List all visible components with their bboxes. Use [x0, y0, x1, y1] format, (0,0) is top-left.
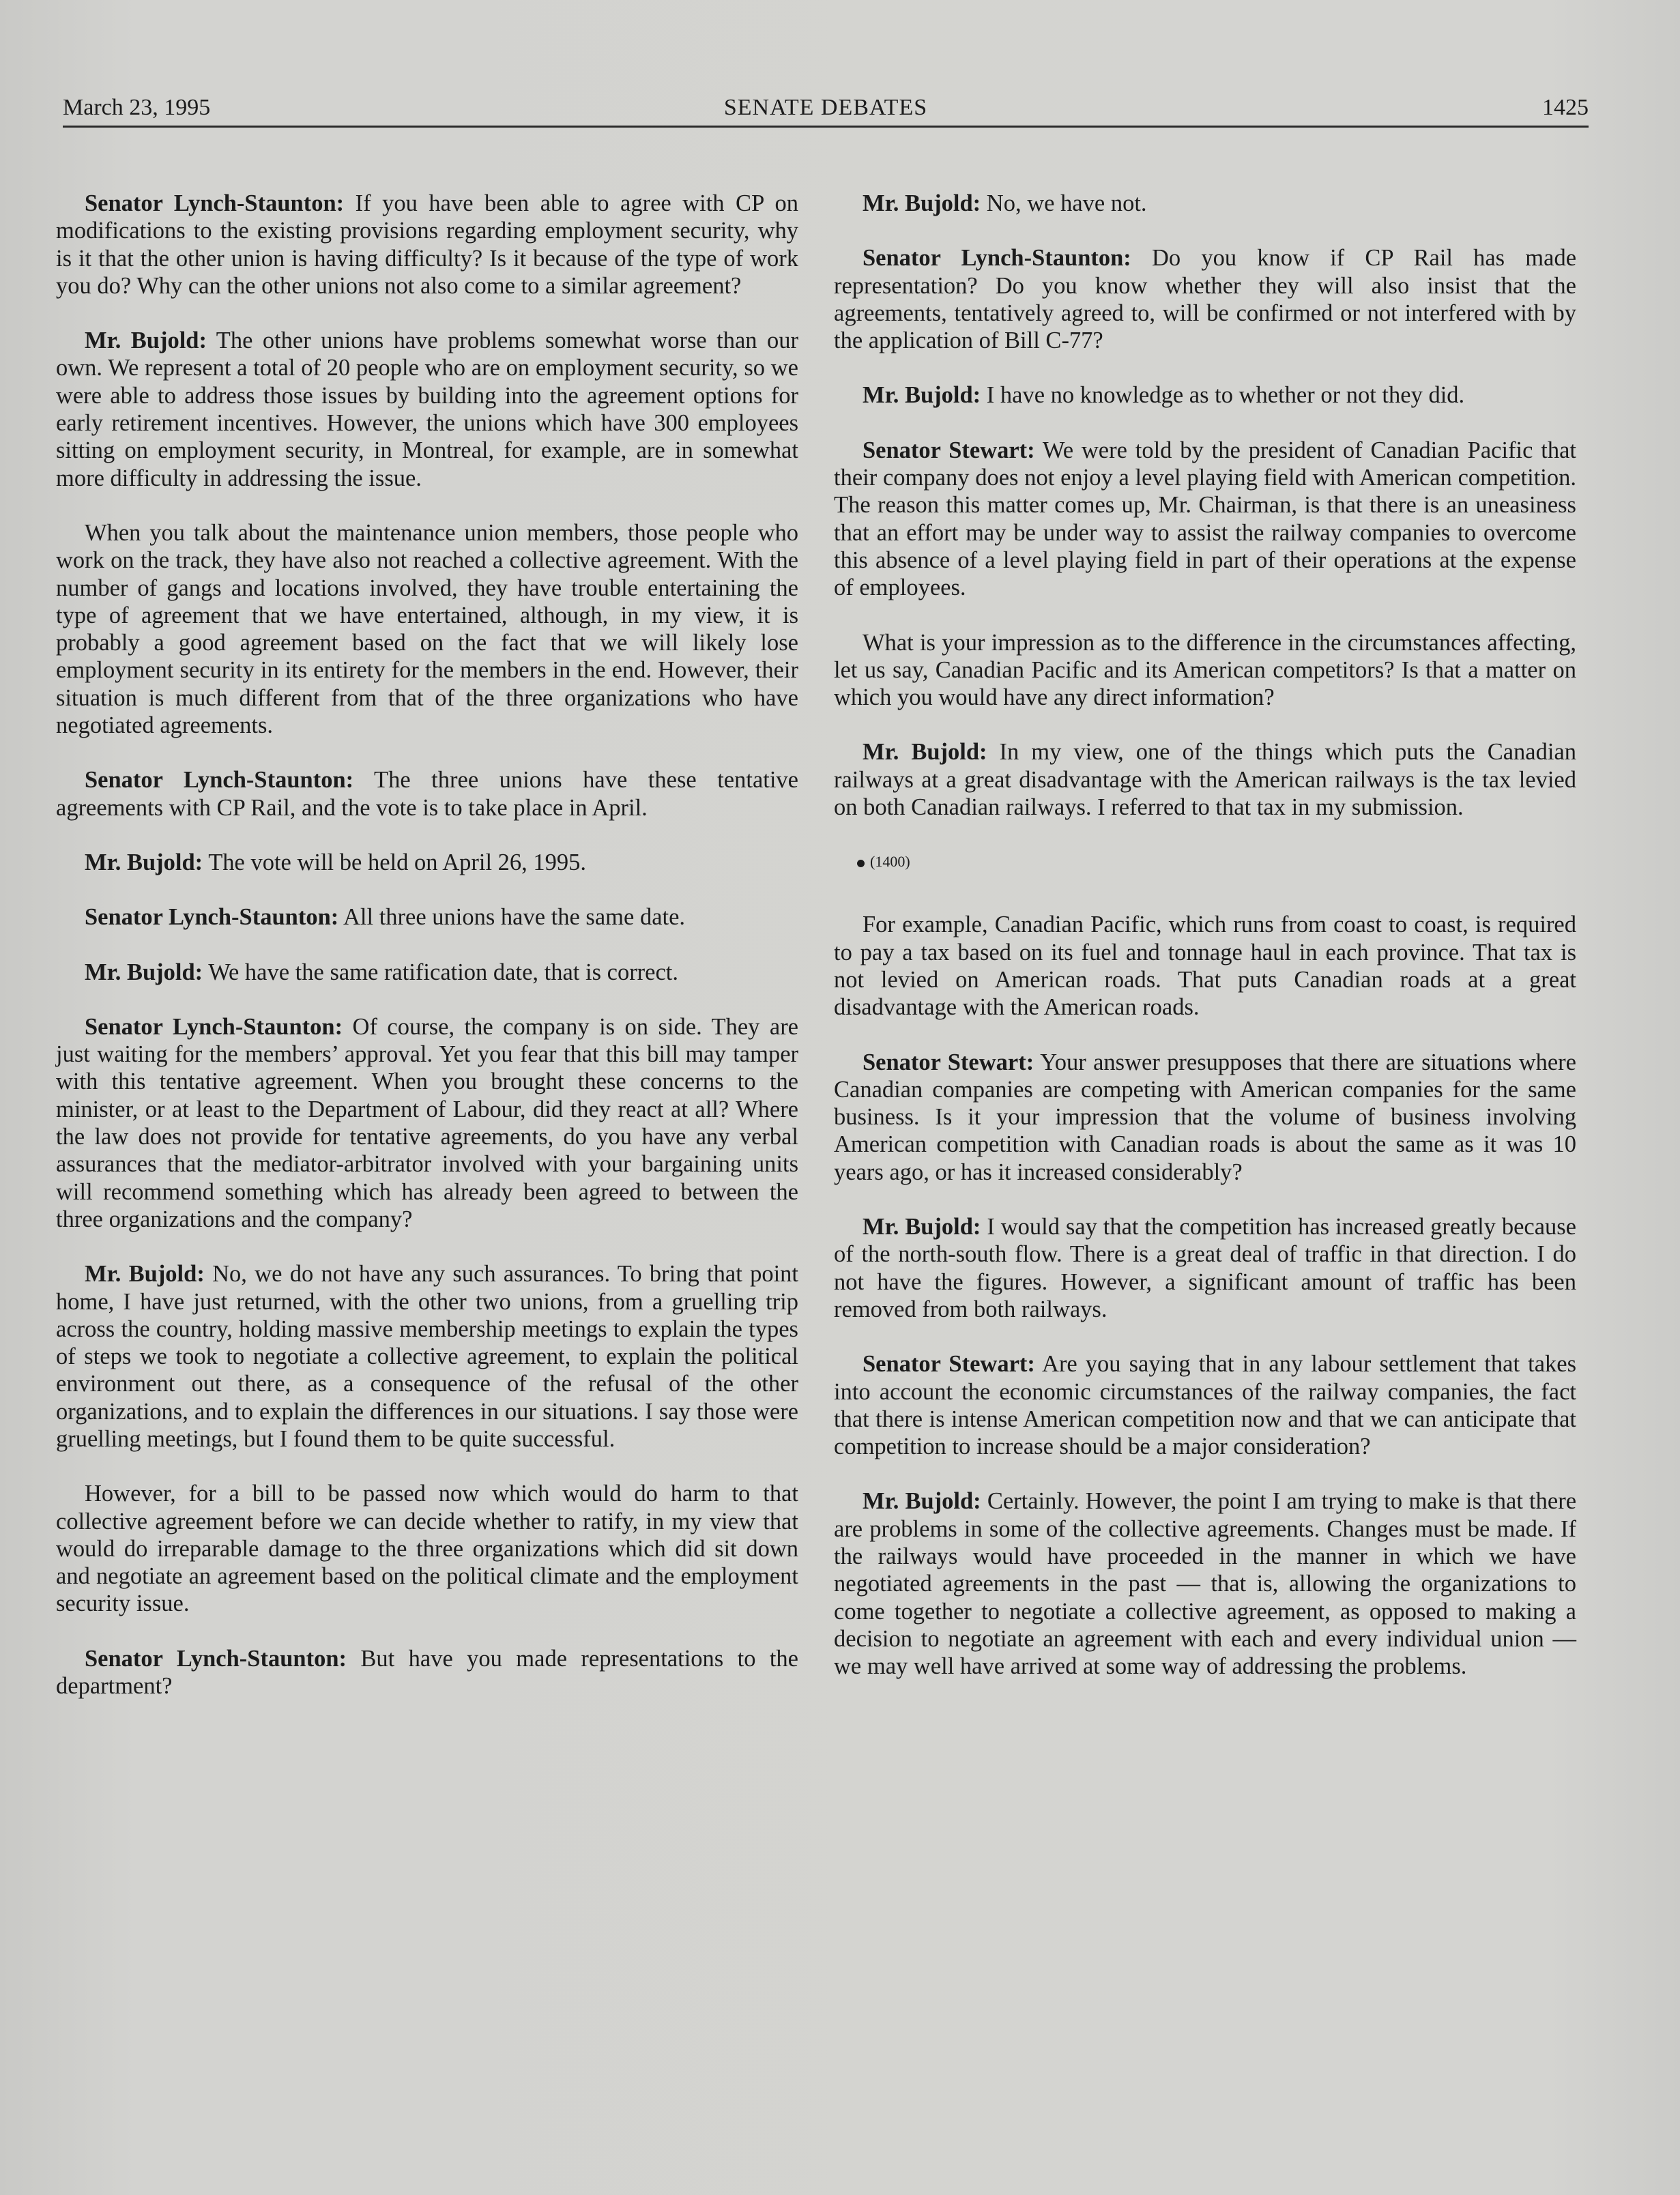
- speaker-name: Senator Stewart:: [863, 1049, 1034, 1075]
- paragraph-text: In my view, one of the things which puts the Canadian railways at a great disadvantage with the American railways is the tax levied on both Canadian railways. I referred to that tax in my submission.: [834, 739, 1577, 821]
- speaker-name: Mr. Bujold:: [863, 1488, 981, 1515]
- header-page-number: 1425: [1542, 95, 1589, 120]
- paragraph: [834, 190, 1576, 217]
- paragraph: [56, 1260, 798, 1453]
- paragraph: [56, 766, 798, 822]
- speaker-name: Mr. Bujold:: [863, 382, 981, 409]
- paragraph-text: Certainly. However, the point I am trying to make is that there are problems in some of the collective agreements. Changes must be made. If the railways would have proceeded in the manner in which we have negotiated agreements in the past — that is, allowing the organizations to come together to negotiate a collective agreement, as opposed to making a decision to negotiate an agreement with each and every individual union — we may well have arrived at some way of addressing the problems.: [834, 1488, 1577, 1680]
- paragraph-text: Of course, the company is on side. They are just waiting for the members’ approval. Yet you fear that this bill may tamper with this tentative agreement. When you brought these concerns to the minister, or at least to the Department of Labour, did they react at all? Where the law does not provide for tentative agreements, do you have any verbal assurances that the mediator-arbitrator involved with your bargaining units will recommend something which has already been agreed to between the three organizations and the company?: [56, 1013, 798, 1232]
- paragraph-text: No, we have not.: [986, 190, 1147, 216]
- paragraph: [56, 190, 798, 300]
- paragraph: [834, 629, 1576, 712]
- paragraph-text: When you talk about the maintenance union members, those people who work on the track, they have also not reached a collective agreement. With the number of gangs and locations involved, they have trouble entertaining the type of agreement that we have entertained, although, in my view, it is probably a good agreement based on the fact that we will likely lose employment security in its entirety for the members in the end. However, their situation is much different from that of the three organizations who have negotiated agreements.: [56, 519, 798, 739]
- paragraph-text: Your answer presupposes that there are situations where Canadian companies are competing with American companies for the same business. Is it your impression that the volume of business involving American competition with Canadian roads is about the same as it was 10 years ago, or has it increased considerably?: [834, 1049, 1576, 1185]
- speaker-name: Senator Lynch-Staunton:: [863, 245, 1131, 272]
- speaker-name: Mr. Bujold:: [863, 190, 981, 216]
- paragraph-text: We have the same ratification date, that is correct.: [208, 959, 679, 985]
- paragraph: [56, 959, 798, 986]
- paragraph-text: However, for a bill to be passed now which would do harm to that collective agreement before we can decide whether to ratify, in my view that would do irreparable damage to the three organizations which did sit down and negotiate an agreement based on the political climate and the employment security issue.: [56, 1481, 798, 1617]
- paragraph: [834, 244, 1576, 354]
- speaker-name: Senator Lynch-Staunton:: [85, 1645, 347, 1672]
- left-column: [56, 190, 798, 1727]
- paragraph: [56, 519, 798, 739]
- speaker-name: Mr. Bujold:: [85, 959, 203, 985]
- speaker-name: Senator Stewart:: [863, 1351, 1035, 1378]
- speaker-name: Mr. Bujold:: [863, 739, 987, 766]
- right-column: [834, 190, 1576, 1707]
- paragraph: [834, 911, 1576, 1021]
- paragraph: [834, 1213, 1576, 1323]
- paragraph-text: What is your impression as to the difference in the circumstances affecting, let us say, Canadian Pacific and its American competitors? Is that a matter on which you would have any direct information?: [834, 629, 1576, 711]
- speaker-name: Senator Stewart:: [863, 437, 1035, 463]
- paragraph: [834, 738, 1576, 821]
- paragraph: [56, 327, 798, 492]
- paragraph: [56, 849, 798, 876]
- speaker-name: Mr. Bujold:: [85, 1261, 205, 1288]
- speaker-name: Senator Lynch-Staunton:: [85, 904, 339, 931]
- paragraph: [834, 1487, 1576, 1680]
- speaker-name: Mr. Bujold:: [85, 328, 207, 354]
- paragraph-text: We were told by the president of Canadian Pacific that their company does not enjoy a level playing field with American competition. The reason this matter comes up, Mr. Chairman, is that there is an uneasiness that an effort may be under way to assist the railway companies to overcome this absence of a level playing field in part of their operations at the expense of employees.: [834, 437, 1577, 601]
- paragraph-text: No, we do not have any such assurances. To bring that point home, I have just returned, with the other two unions, from a gruelling trip across the country, holding massive membership meetings to explain the types of steps we took to negotiate a collective agreement, to explain the political environment out there, as a consequence of the refusal of the other organizations, and to explain the differences in our situations. I say those were gruelling meetings, but I found them to be quite successful.: [56, 1261, 798, 1452]
- running-header: [63, 90, 1589, 128]
- paragraph: [56, 1480, 798, 1617]
- paragraph-text: All three unions have the same date.: [343, 904, 686, 931]
- header-date: March 23, 1995: [63, 95, 211, 120]
- paragraph-text: If you have been able to agree with CP on modifications to the existing provisions regarding employment security, why is it that the other union is having difficulty? Is it because of the type of work you do? Why can the other unions not also come to a similar agreement?: [56, 190, 798, 299]
- paragraph: [834, 1049, 1576, 1186]
- paragraph-text: Are you saying that in any labour settlement that takes into account the economic circumstances of the railway companies, the fact that there is intense American competition now and that we can anticipate that competition to increase should be a major consideration?: [834, 1351, 1576, 1460]
- paragraph: [56, 1013, 798, 1233]
- header-title: SENATE DEBATES: [723, 95, 928, 120]
- paragraph-text: Do you know if CP Rail has made representation? Do you know whether they will also insist that the agreements, tentatively agreed to, will be confirmed or not interfered with by the application of Bill C-77?: [834, 245, 1577, 354]
- speaker-name: Mr. Bujold:: [85, 849, 203, 875]
- paragraph: [834, 437, 1576, 602]
- paragraph-text: The other unions have problems somewhat worse than our own. We represent a total of 20 people who are on employment security, so we were able to address those issues by building into the agreement options for early retirement incentives. However, the unions which have 300 employees sitting on employment security, in Montreal, for example, are in somewhat more difficulty in addressing the issue.: [56, 328, 798, 491]
- paragraph: [56, 1645, 798, 1700]
- bullet-icon: [857, 860, 865, 867]
- paragraph-text: For example, Canadian Pacific, which runs from coast to coast, is required to pay a tax based on its fuel and tonnage haul in each province. That tax is not levied on American roads. That puts Canadian roads at a great disadvantage with the American roads.: [834, 912, 1576, 1021]
- paragraph-text: But have you made representations to the department?: [56, 1645, 798, 1700]
- speaker-name: Senator Lynch-Staunton:: [85, 767, 354, 794]
- paragraph: [56, 903, 798, 931]
- paragraph: [834, 1350, 1576, 1460]
- speaker-name: Mr. Bujold:: [863, 1214, 981, 1240]
- paragraph-text: I have no knowledge as to whether or not they did.: [986, 382, 1465, 409]
- paragraph-text: The vote will be held on April 26, 1995.: [208, 849, 587, 875]
- time-marker: [857, 848, 1576, 875]
- paragraph-text: The three unions have these tentative agreements with CP Rail, and the vote is to take place in April.: [56, 767, 798, 821]
- speaker-name: Senator Lynch-Staunton:: [85, 190, 345, 216]
- paragraph-text: I would say that the competition has increased greatly because of the north-south flow. There is a great deal of traffic in that direction. I do not have the figures. However, a significant amount of traffic has been removed from both railways.: [834, 1214, 1576, 1322]
- time-marker-text: (1400): [870, 853, 910, 871]
- paragraph: [834, 381, 1576, 409]
- speaker-name: Senator Lynch-Staunton:: [85, 1013, 343, 1040]
